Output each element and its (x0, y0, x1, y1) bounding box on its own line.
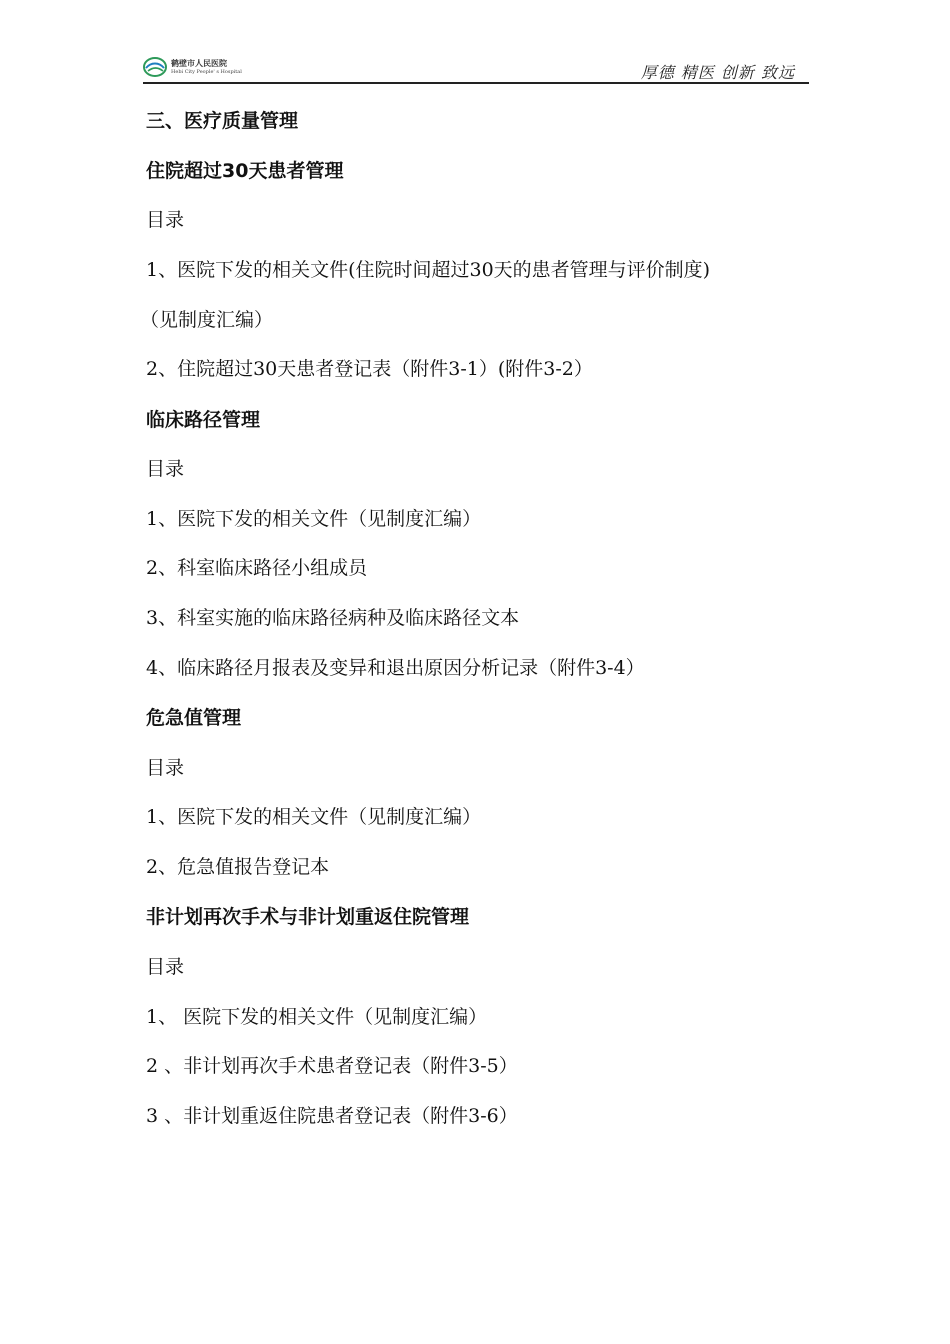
toc-label: 目录 (146, 956, 185, 978)
toc-label: 目录 (146, 458, 185, 480)
subsection-title-long-stay: 住院超过30天患者管理 (146, 160, 344, 182)
hospital-emblem-icon (143, 56, 167, 78)
subsection-title-critical-value: 危急值管理 (146, 707, 242, 729)
subsection-title-clinical-pathway: 临床路径管理 (146, 409, 261, 431)
list-item: 3 、非计划重返住院患者登记表（附件3-6） (146, 1105, 518, 1127)
logo-name-en: Hebi City People' s Hospital (171, 68, 242, 75)
header-divider (143, 82, 809, 84)
subsection-title-unplanned: 非计划再次手术与非计划重返住院管理 (146, 906, 470, 928)
section-title: 三、医疗质量管理 (146, 110, 299, 132)
list-item: 1、 医院下发的相关文件（见制度汇编） (146, 1006, 488, 1028)
hospital-motto: 厚德 精医 创新 致远 (640, 63, 795, 82)
toc-label: 目录 (146, 209, 185, 231)
list-item-continuation: （见制度汇编） (140, 309, 274, 331)
hospital-logo (143, 52, 242, 82)
list-item: 3、科室实施的临床路径病种及临床路径文本 (146, 607, 520, 629)
list-item: 2 、非计划再次手术患者登记表（附件3-5） (146, 1055, 518, 1077)
list-item: 2、住院超过30天患者登记表（附件3-1）(附件3-2） (146, 358, 593, 380)
toc-label: 目录 (146, 757, 185, 779)
list-item: 4、临床路径月报表及变异和退出原因分析记录（附件3-4） (146, 657, 645, 679)
page-header (143, 48, 809, 84)
logo-name-cn: 鹤壁市人民医院 (171, 58, 227, 68)
list-item: 1、医院下发的相关文件（见制度汇编） (146, 508, 482, 530)
list-item: 1、医院下发的相关文件（见制度汇编） (146, 806, 482, 828)
list-item: 2、科室临床路径小组成员 (146, 557, 368, 579)
list-item: 2、危急值报告登记本 (146, 856, 330, 878)
list-item: 1、医院下发的相关文件(住院时间超过30天的患者管理与评价制度) (146, 259, 711, 281)
